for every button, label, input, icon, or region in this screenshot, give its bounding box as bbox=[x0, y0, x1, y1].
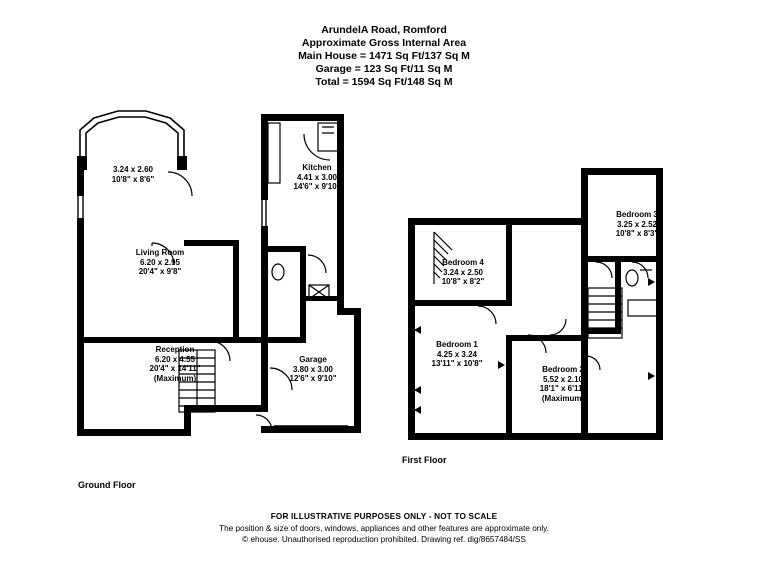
bedroom-2-name: Bedroom 2 bbox=[542, 365, 584, 374]
room-label-bedroom-2 bbox=[518, 365, 608, 403]
bedroom-1-imperial: 13'11" x 10'8" bbox=[431, 359, 483, 369]
front-room-imperial: 10'8" x 8'6" bbox=[111, 174, 155, 184]
room-label-living-room bbox=[110, 248, 210, 277]
bedroom-4-imperial: 10'8" x 8'2" bbox=[441, 277, 485, 287]
first-floor-plan bbox=[400, 160, 700, 450]
kitchen-imperial: 14'6" x 9'10" bbox=[293, 182, 341, 192]
room-label-bedroom-4 bbox=[418, 258, 508, 287]
ground-floor-label: Ground Floor bbox=[78, 480, 136, 490]
bedroom-1-name: Bedroom 1 bbox=[436, 340, 478, 349]
area-total: Total = 1594 Sq Ft/148 Sq M bbox=[315, 76, 453, 88]
area-main-house: Main House = 1471 Sq Ft/137 Sq M bbox=[298, 50, 470, 62]
reception-note: (Maximum) bbox=[153, 373, 197, 383]
page-title: ArundelA Road, Romford bbox=[321, 24, 447, 36]
bedroom-2-metric: 5.52 x 2.10 bbox=[542, 374, 584, 384]
room-label-bedroom-3 bbox=[592, 210, 682, 239]
living-room-metric: 6.20 x 2.95 bbox=[139, 257, 181, 267]
front-room-metric: 3.24 x 2.60 bbox=[112, 165, 154, 174]
garage-name: Garage bbox=[299, 355, 327, 364]
footer-copyright: © ehouse. Unauthorised reproduction prohibited. Drawing ref. dig/8657484/SS bbox=[242, 535, 526, 544]
first-floor-label: First Floor bbox=[402, 455, 447, 465]
room-label-garage bbox=[268, 355, 358, 384]
footer-block bbox=[0, 512, 768, 544]
room-label-kitchen bbox=[272, 163, 362, 192]
bedroom-3-imperial: 10'8" x 8'3" bbox=[615, 229, 659, 239]
room-label-reception bbox=[125, 345, 225, 383]
bedroom-2-imperial: 18'1" x 6'11" bbox=[539, 384, 587, 394]
bedroom-3-metric: 3.25 x 2.52 bbox=[616, 219, 658, 229]
living-room-name: Living Room bbox=[135, 248, 185, 257]
garage-metric: 3.80 x 3.00 bbox=[292, 364, 334, 374]
kitchen-metric: 4.41 x 3.00 bbox=[296, 172, 338, 182]
bedroom-3-name: Bedroom 3 bbox=[616, 210, 658, 219]
room-label-bedroom-1 bbox=[412, 340, 502, 369]
living-room-imperial: 20'4" x 9'8" bbox=[138, 267, 182, 277]
garage-imperial: 12'6" x 9'10" bbox=[289, 374, 337, 384]
bedroom-2-note: (Maximum) bbox=[541, 393, 585, 403]
reception-imperial: 20'4" x 14'11" bbox=[149, 364, 201, 374]
bedroom-1-metric: 4.25 x 3.24 bbox=[436, 349, 478, 359]
reception-metric: 6.20 x 4.55 bbox=[154, 354, 196, 364]
ground-floor-walls bbox=[60, 100, 400, 460]
area-garage: Garage = 123 Sq Ft/11 Sq M bbox=[315, 63, 453, 75]
bedroom-4-name: Bedroom 4 bbox=[442, 258, 484, 267]
page-title-block bbox=[0, 24, 768, 89]
kitchen-name: Kitchen bbox=[302, 163, 332, 172]
footer-note: The position & size of doors, windows, appliances and other features are approximate only. bbox=[219, 524, 549, 533]
footer-disclaimer: FOR ILLUSTRATIVE PURPOSES ONLY - NOT TO SCALE bbox=[270, 512, 498, 521]
area-subtitle: Approximate Gross Internal Area bbox=[301, 37, 467, 49]
room-label-front-room bbox=[88, 165, 178, 184]
bedroom-4-metric: 3.24 x 2.50 bbox=[442, 267, 484, 277]
reception-name: Reception bbox=[155, 345, 195, 354]
